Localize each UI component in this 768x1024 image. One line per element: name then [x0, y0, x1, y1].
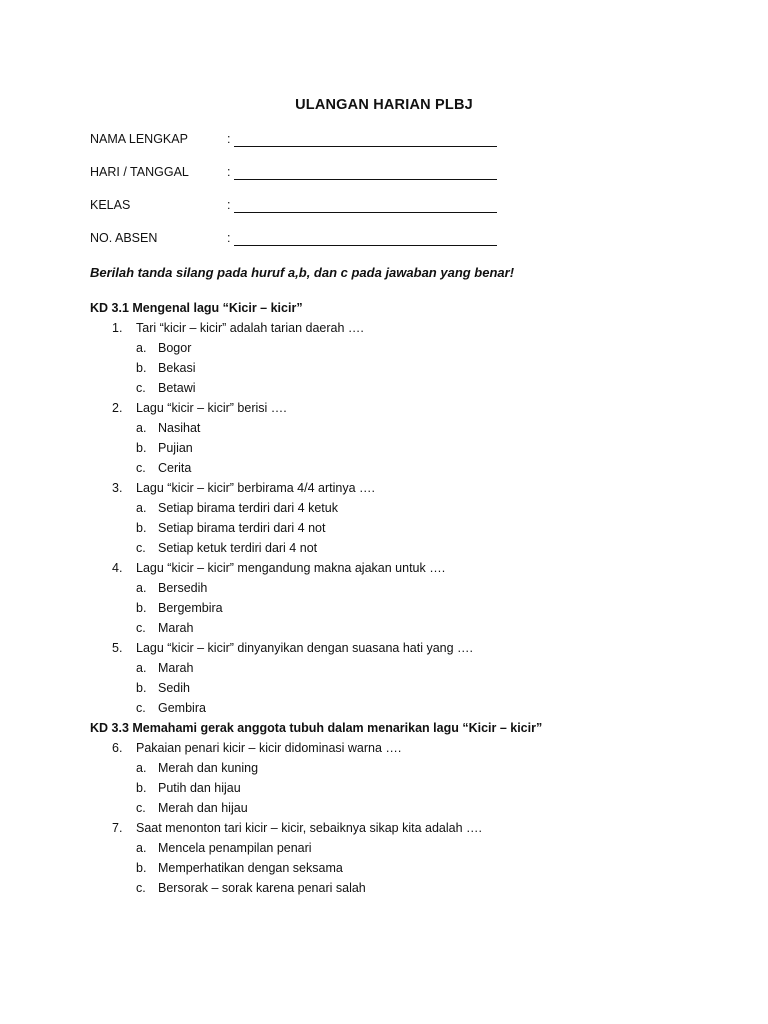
answer-option — [90, 778, 730, 798]
answer-option — [90, 858, 730, 878]
option-text: Bergembira — [158, 601, 223, 615]
option-letter: a. — [136, 501, 147, 515]
option-text: Bersedih — [158, 581, 208, 595]
question — [90, 738, 730, 758]
question-text: Saat menonton tari kicir – kicir, sebaiknya sikap kita adalah …. — [136, 821, 483, 835]
field-colon: : — [227, 231, 231, 245]
option-letter: c. — [136, 381, 146, 395]
option-letter: b. — [136, 521, 147, 535]
field-colon: : — [227, 165, 231, 179]
question-text: Tari “kicir – kicir” adalah tarian daerah …. — [136, 321, 364, 335]
answer-option — [90, 878, 730, 898]
option-letter: b. — [136, 781, 147, 795]
answer-option — [90, 798, 730, 818]
answer-line — [234, 146, 497, 147]
answer-option — [90, 418, 730, 438]
option-text: Nasihat — [158, 421, 201, 435]
question-number: 6. — [112, 741, 123, 755]
option-text: Pujian — [158, 441, 193, 455]
question-text: Pakaian penari kicir – kicir didominasi warna …. — [136, 741, 402, 755]
answer-line — [234, 179, 497, 180]
question-number: 5. — [112, 641, 123, 655]
instruction-text: Berilah tanda silang pada huruf a,b, dan c pada jawaban yang benar! — [90, 265, 515, 280]
field-hari-tanggal — [90, 165, 510, 198]
question-text: Lagu “kicir – kicir” dinyanyikan dengan suasana hati yang …. — [136, 641, 473, 655]
option-letter: c. — [136, 621, 146, 635]
answer-option — [90, 838, 730, 858]
answer-option — [90, 338, 730, 358]
page-title: ULANGAN HARIAN PLBJ — [295, 97, 473, 113]
answer-option — [90, 598, 730, 618]
answer-option — [90, 658, 730, 678]
option-text: Betawi — [158, 381, 196, 395]
answer-option — [90, 438, 730, 458]
option-text: Mencela penampilan penari — [158, 841, 312, 855]
answer-option — [90, 698, 730, 718]
option-letter: b. — [136, 861, 147, 875]
field-colon: : — [227, 198, 231, 212]
field-nama-lengkap — [90, 132, 510, 165]
question-text: Lagu “kicir – kicir” berisi …. — [136, 401, 287, 415]
option-text: Putih dan hijau — [158, 781, 241, 795]
option-text: Bogor — [158, 341, 192, 355]
field-label: NAMA LENGKAP — [90, 132, 188, 146]
option-text: Sedih — [158, 681, 190, 695]
answer-option — [90, 578, 730, 598]
field-label: KELAS — [90, 198, 131, 212]
option-letter: a. — [136, 761, 147, 775]
question-number: 3. — [112, 481, 123, 495]
option-text: Marah — [158, 621, 194, 635]
option-letter: b. — [136, 681, 147, 695]
question — [90, 318, 730, 338]
option-text: Merah dan kuning — [158, 761, 259, 775]
section-heading: KD 3.3 Memahami gerak anggota tubuh dalam menarikan lagu “Kicir – kicir” — [90, 721, 543, 735]
answer-line — [234, 245, 497, 246]
option-letter: b. — [136, 361, 147, 375]
option-text: Gembira — [158, 701, 206, 715]
option-letter: c. — [136, 541, 146, 555]
option-letter: c. — [136, 801, 146, 815]
option-text: Setiap birama terdiri dari 4 not — [158, 521, 326, 535]
option-text: Bersorak – sorak karena penari salah — [158, 881, 366, 895]
question-text: Lagu “kicir – kicir” mengandung makna ajakan untuk …. — [136, 561, 446, 575]
option-letter: b. — [136, 601, 147, 615]
answer-option — [90, 618, 730, 638]
answer-option — [90, 458, 730, 478]
answer-option — [90, 538, 730, 558]
question — [90, 818, 730, 838]
field-label: NO. ABSEN — [90, 231, 158, 245]
option-letter: a. — [136, 581, 147, 595]
question — [90, 478, 730, 498]
question-number: 2. — [112, 401, 123, 415]
option-text: Cerita — [158, 461, 192, 475]
answer-option — [90, 498, 730, 518]
field-no-absen — [90, 231, 510, 264]
option-text: Memperhatikan dengan seksama — [158, 861, 343, 875]
option-text: Merah dan hijau — [158, 801, 248, 815]
question — [90, 638, 730, 658]
option-text: Marah — [158, 661, 194, 675]
identity-fields — [90, 132, 510, 264]
option-letter: a. — [136, 341, 147, 355]
option-letter: a. — [136, 421, 147, 435]
answer-option — [90, 518, 730, 538]
option-text: Setiap ketuk terdiri dari 4 not — [158, 541, 318, 555]
answer-option — [90, 678, 730, 698]
field-kelas — [90, 198, 510, 231]
answer-option — [90, 758, 730, 778]
section-heading: KD 3.1 Mengenal lagu “Kicir – kicir” — [90, 301, 303, 315]
question — [90, 558, 730, 578]
answer-line — [234, 212, 497, 213]
answer-option — [90, 358, 730, 378]
option-letter: c. — [136, 881, 146, 895]
option-letter: c. — [136, 701, 146, 715]
option-text: Setiap birama terdiri dari 4 ketuk — [158, 501, 338, 515]
question-number: 1. — [112, 321, 123, 335]
option-letter: a. — [136, 661, 147, 675]
question-number: 7. — [112, 821, 123, 835]
question-text: Lagu “kicir – kicir” berbirama 4/4 artinya …. — [136, 481, 375, 495]
field-label: HARI / TANGGAL — [90, 165, 189, 179]
question — [90, 398, 730, 418]
option-letter: c. — [136, 461, 146, 475]
option-letter: a. — [136, 841, 147, 855]
answer-option — [90, 378, 730, 398]
option-letter: b. — [136, 441, 147, 455]
field-colon: : — [227, 132, 231, 146]
question-number: 4. — [112, 561, 123, 575]
question-content — [90, 298, 730, 898]
option-text: Bekasi — [158, 361, 196, 375]
